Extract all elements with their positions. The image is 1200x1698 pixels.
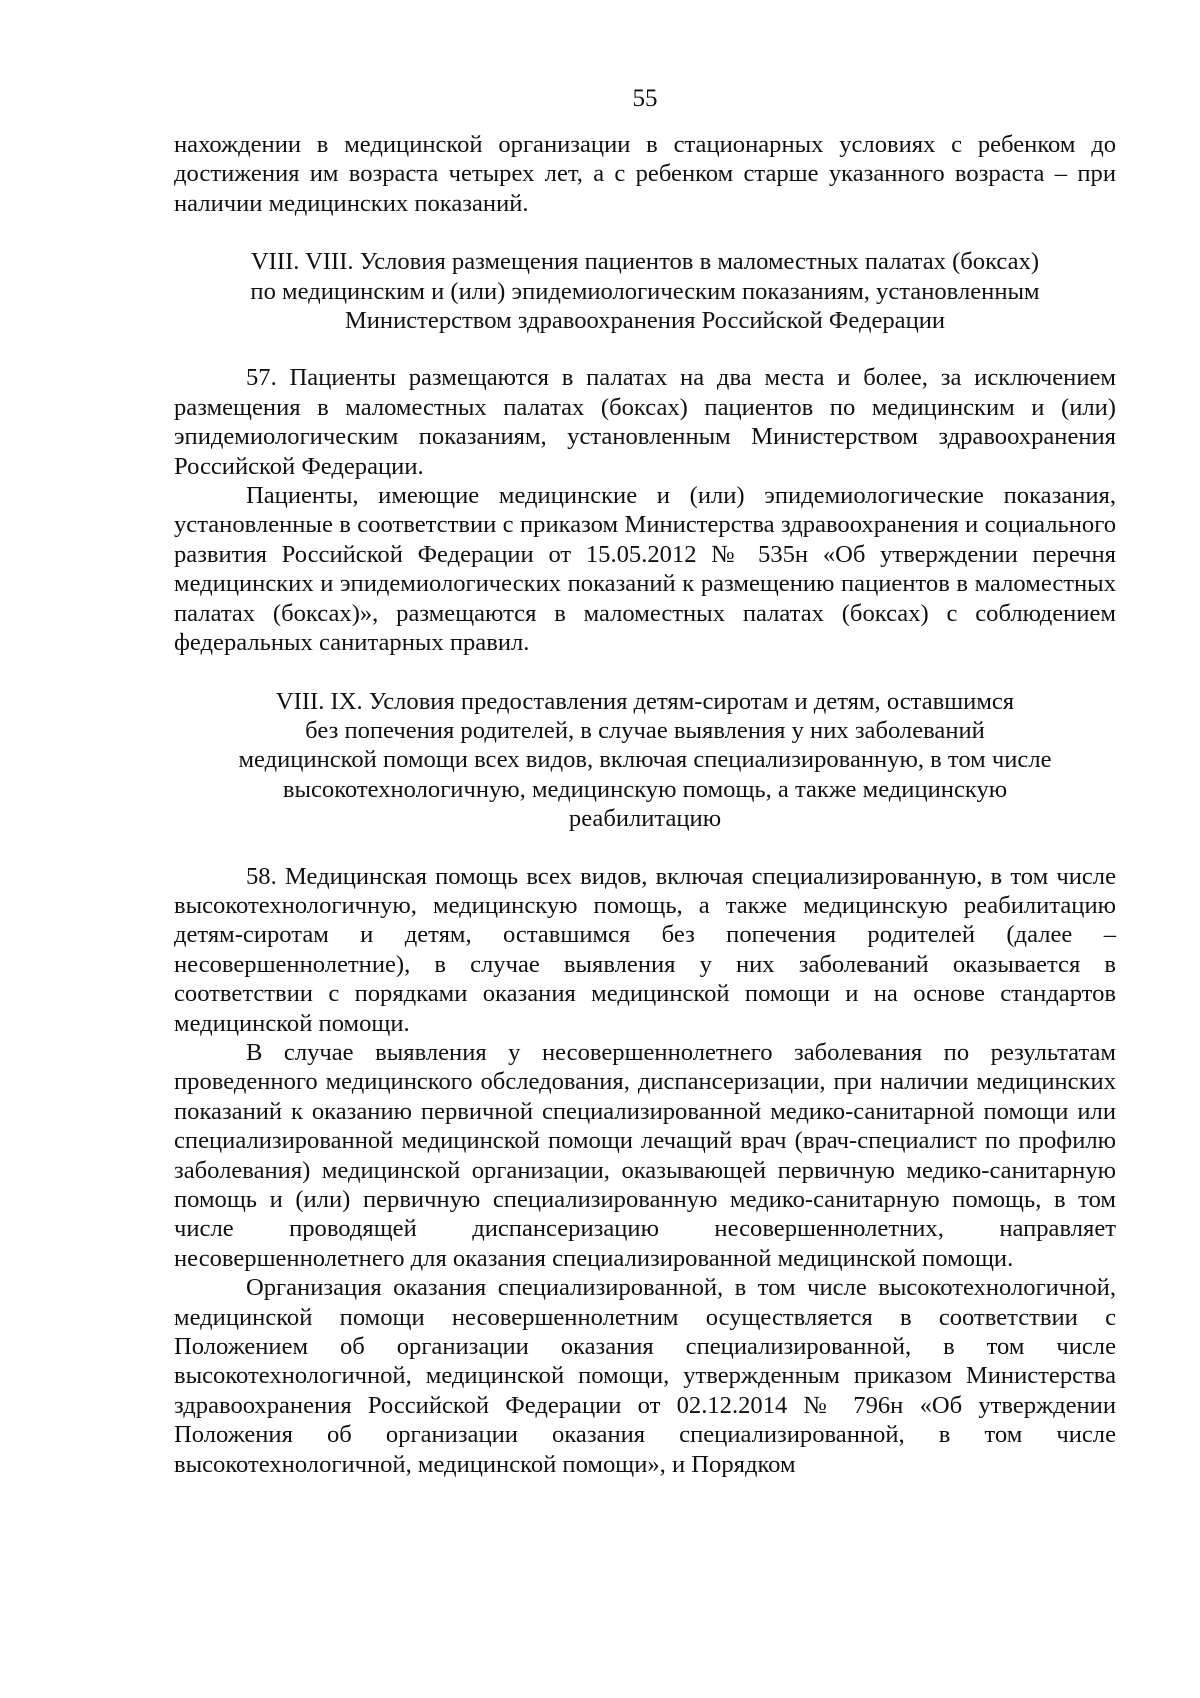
page-number: 55 bbox=[632, 85, 658, 112]
paragraph-continuation: нахождении в медицинской организации в стационарных условиях с ребенком до достижения им возраста четырех лет, а с ребенком старше указанного возраста – при наличии медицинских показаний. bbox=[174, 131, 1116, 217]
heading-line: Министерством здравоохранения Российской Федерации bbox=[344, 307, 946, 335]
paragraph-58-detection: В случае выявления у несовершеннолетнего заболевания по результатам проведенного медицинского обследования, диспансеризации, при наличии медицинских показаний к оказанию первичной специализированной медико-санитарной помощи или специализированной медицинской помощи лечащий врач (врач-специалист по профилю заболевания) медицинской организации, оказывающей первичную медико-санитарную помощь и (или) первичную специализированную медико-санитарную помощь, в том числе проводящей диспансеризацию несовершеннолетних, направляет несовершеннолетнего для оказания специализированной медицинской помощи. bbox=[174, 1038, 1116, 1272]
heading-line: реабилитацию bbox=[568, 805, 722, 833]
heading-line: VIII. IX. Условия предоставления детям-сиротам и детям, оставшимся bbox=[275, 687, 1015, 715]
paragraph-58-organization: Организация оказания специализированной, в том числе высокотехнологичной, медицинской помощи несовершеннолетним осуществляется в соответствии с Положением об организации оказания специализированной, в том числе высокотехнологичной, медицинской помощи, утвержденным приказом Министерства здравоохранения Российской Федерации от 02.12.2014 № 796н «Об утверждении Положения об организации оказания специализированной, в том числе высокотехнологичной, медицинской помощи», и Порядком bbox=[174, 1274, 1116, 1478]
paragraph-58: 58. Медицинская помощь всех видов, включая специализированную, в том числе высокотехнологичную, медицинскую помощь, а также медицинскую реабилитацию детям-сиротам и детям, оставшимся без попечения родителей (далее – несовершеннолетние), в случае выявления у них заболеваний оказывается в соответствии с порядками оказания медицинской помощи и на основе стандартов медицинской помощи. bbox=[174, 862, 1116, 1037]
section-heading-ix bbox=[174, 687, 1116, 834]
heading-line: по медицинским и (или) эпидемиологическим показаниям, установленным bbox=[250, 277, 1040, 305]
section-heading-viii bbox=[174, 247, 1116, 335]
document-page bbox=[174, 84, 1116, 1479]
paragraph-57-patients: Пациенты, имеющие медицинские и (или) эпидемиологические показания, установленные в соответствии с приказом Министерства здравоохранения и социального развития Российской Федерации от 15.05.2012 № 535н «Об утверждении перечня медицинских и эпидемиологических показаний к размещению пациентов в маломестных палатах (боксах)», размещаются в маломестных палатах (боксах) с соблюдением федеральных санитарных правил. bbox=[174, 482, 1116, 657]
heading-line: медицинской помощи всех видов, включая специализированную, в том числе bbox=[238, 746, 1052, 774]
paragraph-57: 57. Пациенты размещаются в палатах на два места и более, за исключением размещения в маломестных палатах (боксах) пациентов по медицинским и (или) эпидемиологическим показаниям, установленным Министерством здравоохранения Российской Федерации. bbox=[174, 364, 1116, 480]
heading-line: высокотехнологичную, медицинскую помощь, а также медицинскую bbox=[282, 775, 1008, 803]
heading-line: VIII. VIII. Условия размещения пациентов в маломестных палатах (боксах) bbox=[250, 248, 1040, 276]
heading-line: без попечения родителей, в случае выявления у них заболеваний bbox=[305, 716, 985, 744]
